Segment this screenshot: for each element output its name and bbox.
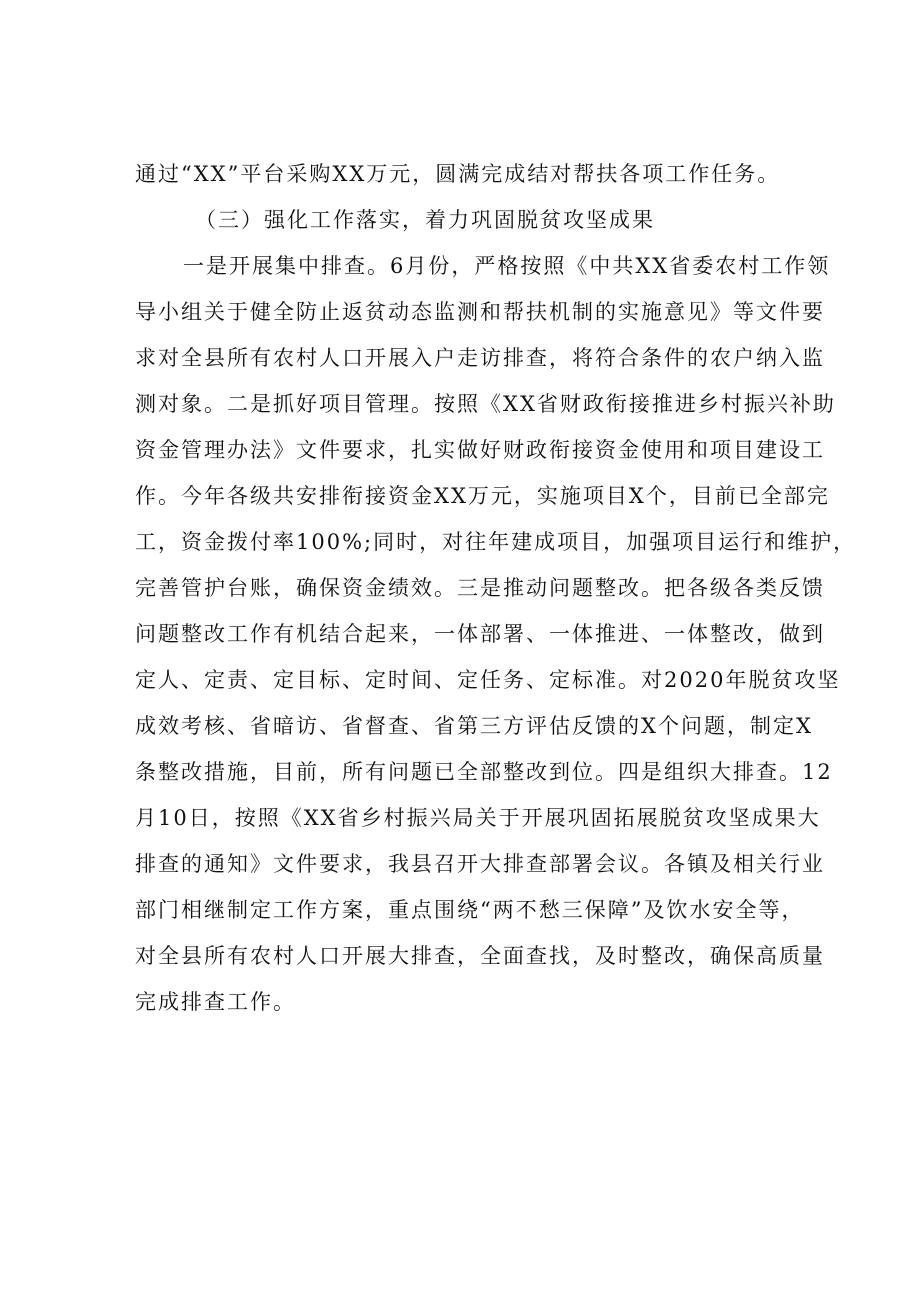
paragraph-line: 资金管理办法》文件要求，扎实做好财政衔接资金使用和项目建设工 [135, 438, 825, 462]
paragraph-line: 导小组关于健全防止返贫动态监测和帮扶机制的实施意见》等文件要 [135, 300, 825, 324]
paragraph-line: 成效考核、省暗访、省督查、省第三方评估反馈的X个问题，制定X [135, 714, 813, 738]
paragraph-line: 定人、定责、定目标、定时间、定任务、定标准。对2020年脱贫攻坚 [135, 668, 841, 692]
paragraph-line: 作。今年各级共安排衔接资金XX万元，实施项目X个，目前已全部完 [135, 484, 830, 508]
paragraph-line: 对全县所有农村人口开展大排查，全面查找，及时整改，确保高质量 [135, 944, 825, 968]
paragraph-line: 工，资金拨付率100%;同时，对往年建成项目，加强项目运行和维护， [135, 530, 857, 554]
paragraph-line: 条整改措施，目前，所有问题已全部整改到位。四是组织大排查。12 [135, 760, 833, 784]
paragraph-line: 一是开展集中排查。6月份，严格按照《中共XX省委农村工作领 [183, 254, 831, 278]
paragraph-line: 问题整改工作有机结合起来，一体部署、一体推进、一体整改，做到 [135, 622, 825, 646]
section-heading: （三）强化工作落实，着力巩固脱贫攻坚成果 [195, 208, 655, 232]
paragraph-line: 月10日，按照《XX省乡村振兴局关于开展巩固拓展脱贫攻坚成果大 [135, 806, 821, 830]
paragraph-line: 排查的通知》文件要求，我县召开大排查部署会议。各镇及相关行业 [135, 852, 825, 876]
paragraph-line: 部门相继制定工作方案，重点围绕“两不愁三保障”及饮水安全等， [135, 898, 805, 922]
paragraph-line: 测对象。二是抓好项目管理。按照《XX省财政衔接推进乡村振兴补助 [135, 392, 836, 416]
paragraph-line: 通过“XX”平台采购XX万元，圆满完成结对帮扶各项工作任务。 [135, 162, 781, 186]
paragraph-line: 完成排查工作。 [135, 990, 296, 1014]
paragraph-line: 求对全县所有农村人口开展入户走访排查，将符合条件的农户纳入监 [135, 346, 825, 370]
paragraph-line: 完善管护台账，确保资金绩效。三是推动问题整改。把各级各类反馈 [135, 576, 825, 600]
